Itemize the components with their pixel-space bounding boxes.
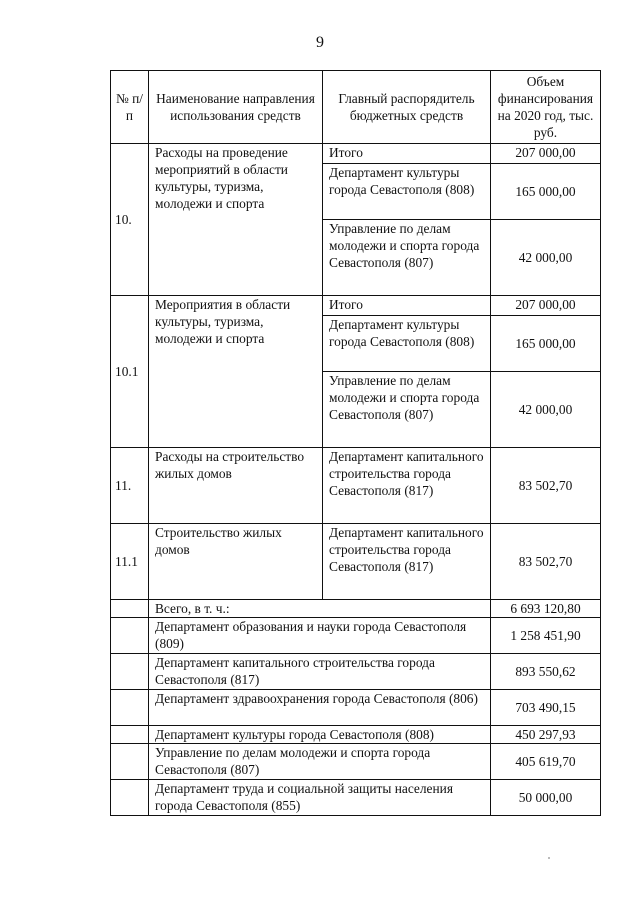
summary-amount: 450 297,93 bbox=[491, 726, 601, 744]
summary-row bbox=[111, 690, 601, 726]
budget-table bbox=[110, 70, 601, 816]
manager-cell: Департамент культуры города Севастополя (808) bbox=[323, 316, 491, 372]
header-amount: Объем финансирования на 2020 год, тыс. руб. bbox=[491, 71, 601, 144]
summary-amount: 893 550,62 bbox=[491, 654, 601, 690]
summary-amount: 703 490,15 bbox=[491, 690, 601, 726]
manager-cell: Департамент культуры города Севастополя (808) bbox=[323, 164, 491, 220]
direction-name: Строительство жилых домов bbox=[149, 524, 323, 600]
row-number: 11. bbox=[111, 448, 149, 524]
table-row bbox=[111, 524, 601, 600]
manager-cell: Итого bbox=[323, 296, 491, 316]
direction-name: Мероприятия в области культуры, туризма, молодежи и спорта bbox=[149, 296, 323, 448]
scan-speck bbox=[548, 857, 550, 859]
row-number: 11.1 bbox=[111, 524, 149, 600]
empty-cell bbox=[111, 654, 149, 690]
summary-label: Департамент образования и науки города Севастополя (809) bbox=[149, 618, 491, 654]
table-row bbox=[111, 448, 601, 524]
empty-cell bbox=[111, 600, 149, 618]
header-manager: Главный распорядитель бюджетных средств bbox=[323, 71, 491, 144]
empty-cell bbox=[111, 726, 149, 744]
summary-row bbox=[111, 726, 601, 744]
total-label: Всего, в т. ч.: bbox=[149, 600, 491, 618]
summary-row bbox=[111, 780, 601, 816]
table-header-row bbox=[111, 71, 601, 144]
summary-row bbox=[111, 618, 601, 654]
table-row bbox=[111, 296, 601, 316]
summary-amount: 1 258 451,90 bbox=[491, 618, 601, 654]
page-number: 9 bbox=[316, 34, 324, 51]
amount-cell: 83 502,70 bbox=[491, 524, 601, 600]
summary-amount: 50 000,00 bbox=[491, 780, 601, 816]
amount-cell: 42 000,00 bbox=[491, 220, 601, 296]
manager-cell: Департамент капитального строительства города Севастополя (817) bbox=[323, 448, 491, 524]
amount-cell: 165 000,00 bbox=[491, 316, 601, 372]
empty-cell bbox=[111, 744, 149, 780]
summary-amount: 405 619,70 bbox=[491, 744, 601, 780]
amount-cell: 207 000,00 bbox=[491, 144, 601, 164]
direction-name: Расходы на проведение мероприятий в области культуры, туризма, молодежи и спорта bbox=[149, 144, 323, 296]
manager-cell: Департамент капитального строительства города Севастополя (817) bbox=[323, 524, 491, 600]
row-number: 10.1 bbox=[111, 296, 149, 448]
total-amount: 6 693 120,80 bbox=[491, 600, 601, 618]
summary-row bbox=[111, 744, 601, 780]
amount-cell: 83 502,70 bbox=[491, 448, 601, 524]
summary-label: Департамент культуры города Севастополя (808) bbox=[149, 726, 491, 744]
header-num: № п/п bbox=[111, 71, 149, 144]
summary-label: Департамент здравоохранения города Севастополя (806) bbox=[149, 690, 491, 726]
amount-cell: 42 000,00 bbox=[491, 372, 601, 448]
row-number: 10. bbox=[111, 144, 149, 296]
manager-cell: Итого bbox=[323, 144, 491, 164]
amount-cell: 207 000,00 bbox=[491, 296, 601, 316]
total-row bbox=[111, 600, 601, 618]
direction-name: Расходы на строительство жилых домов bbox=[149, 448, 323, 524]
manager-cell: Управление по делам молодежи и спорта города Севастополя (807) bbox=[323, 372, 491, 448]
empty-cell bbox=[111, 618, 149, 654]
amount-cell: 165 000,00 bbox=[491, 164, 601, 220]
header-direction: Наименование направления использования средств bbox=[149, 71, 323, 144]
table-row bbox=[111, 144, 601, 164]
manager-cell: Управление по делам молодежи и спорта города Севастополя (807) bbox=[323, 220, 491, 296]
summary-label: Управление по делам молодежи и спорта города Севастополя (807) bbox=[149, 744, 491, 780]
summary-label: Департамент капитального строительства города Севастополя (817) bbox=[149, 654, 491, 690]
empty-cell bbox=[111, 780, 149, 816]
empty-cell bbox=[111, 690, 149, 726]
summary-row bbox=[111, 654, 601, 690]
summary-label: Департамент труда и социальной защиты населения города Севастополя (855) bbox=[149, 780, 491, 816]
